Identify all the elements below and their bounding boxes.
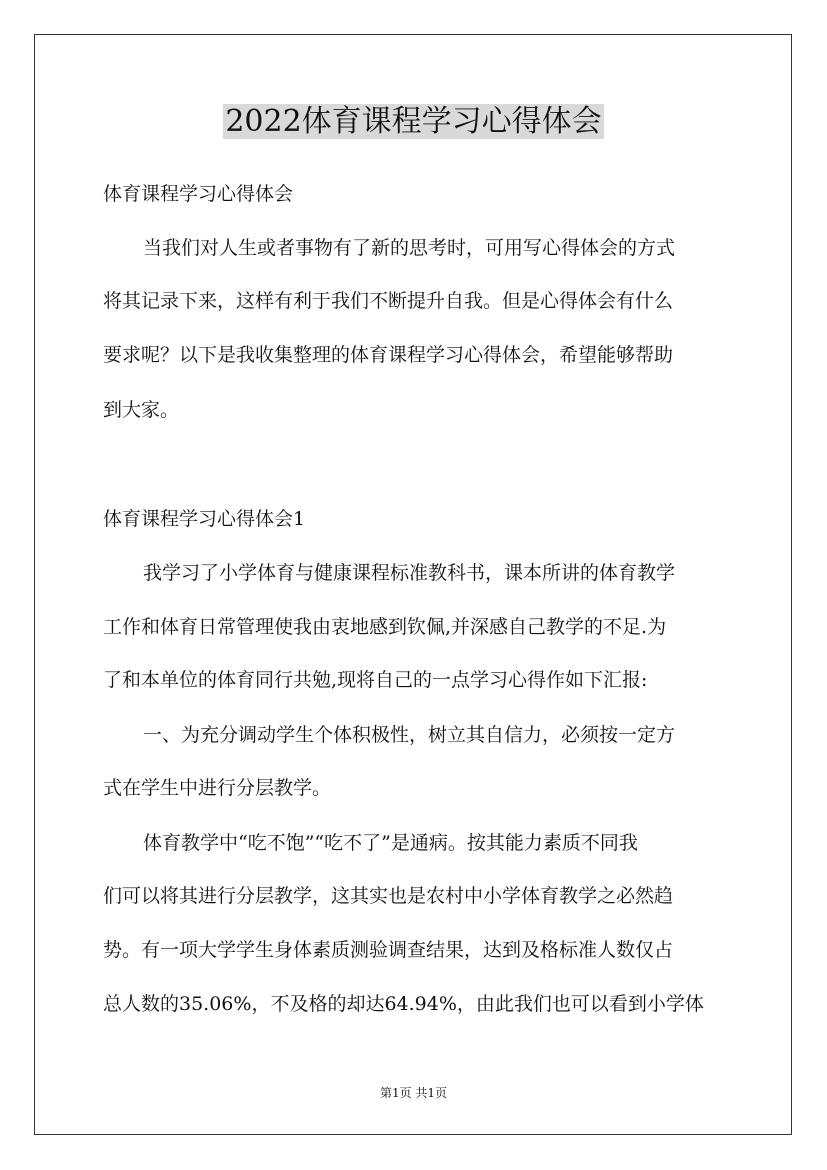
document-title xyxy=(0,100,827,144)
paragraph-line: 工作和体育日常管理使我由衷地感到钦佩,并深感自己教学的不足.为 xyxy=(103,616,667,638)
paragraph-line: 总人数的35.06%，不及格的却达64.94%，由此我们也可以看到小学体 xyxy=(103,993,704,1015)
paragraph-line: 当我们对人生或者事物有了新的思考时，可用写心得体会的方式 xyxy=(143,237,676,259)
paragraph-line: 要求呢？以下是我收集整理的体育课程学习心得体会，希望能够帮助 xyxy=(103,344,674,366)
page-number: 第1页 共1页 xyxy=(379,1086,448,1100)
paragraph-line: 到大家。 xyxy=(103,399,180,421)
paragraph-line: 式在学生中进行分层教学。 xyxy=(103,777,332,799)
section-heading: 体育课程学习心得体会 xyxy=(103,183,294,205)
paragraph-line: 了和本单位的体育同行共勉,现将自己的一点学习心得作如下汇报: xyxy=(103,669,648,691)
document-title-text: 2022体育课程学习心得体会 xyxy=(225,104,602,139)
paragraph-line: 们可以将其进行分层教学，这其实也是农村中小学体育教学之必然趋 xyxy=(103,885,674,907)
paragraph-line: 一、为充分调动学生个体积极性，树立其自信力，必须按一定方 xyxy=(143,724,676,746)
paragraph-line: 将其记录下来，这样有利于我们不断提升自我。但是心得体会有什么 xyxy=(103,290,674,312)
section-heading: 体育课程学习心得体会1 xyxy=(103,508,306,530)
paragraph-line: 我学习了小学体育与健康课程标准教科书，课本所讲的体育教学 xyxy=(143,562,676,584)
paragraph-line: 体育教学中“吃不饱”“吃不了”是通病。按其能力素质不同我 xyxy=(143,832,638,854)
paragraph-line: 势。有一项大学学生身体素质测验调查结果，达到及格标准人数仅占 xyxy=(103,939,674,961)
